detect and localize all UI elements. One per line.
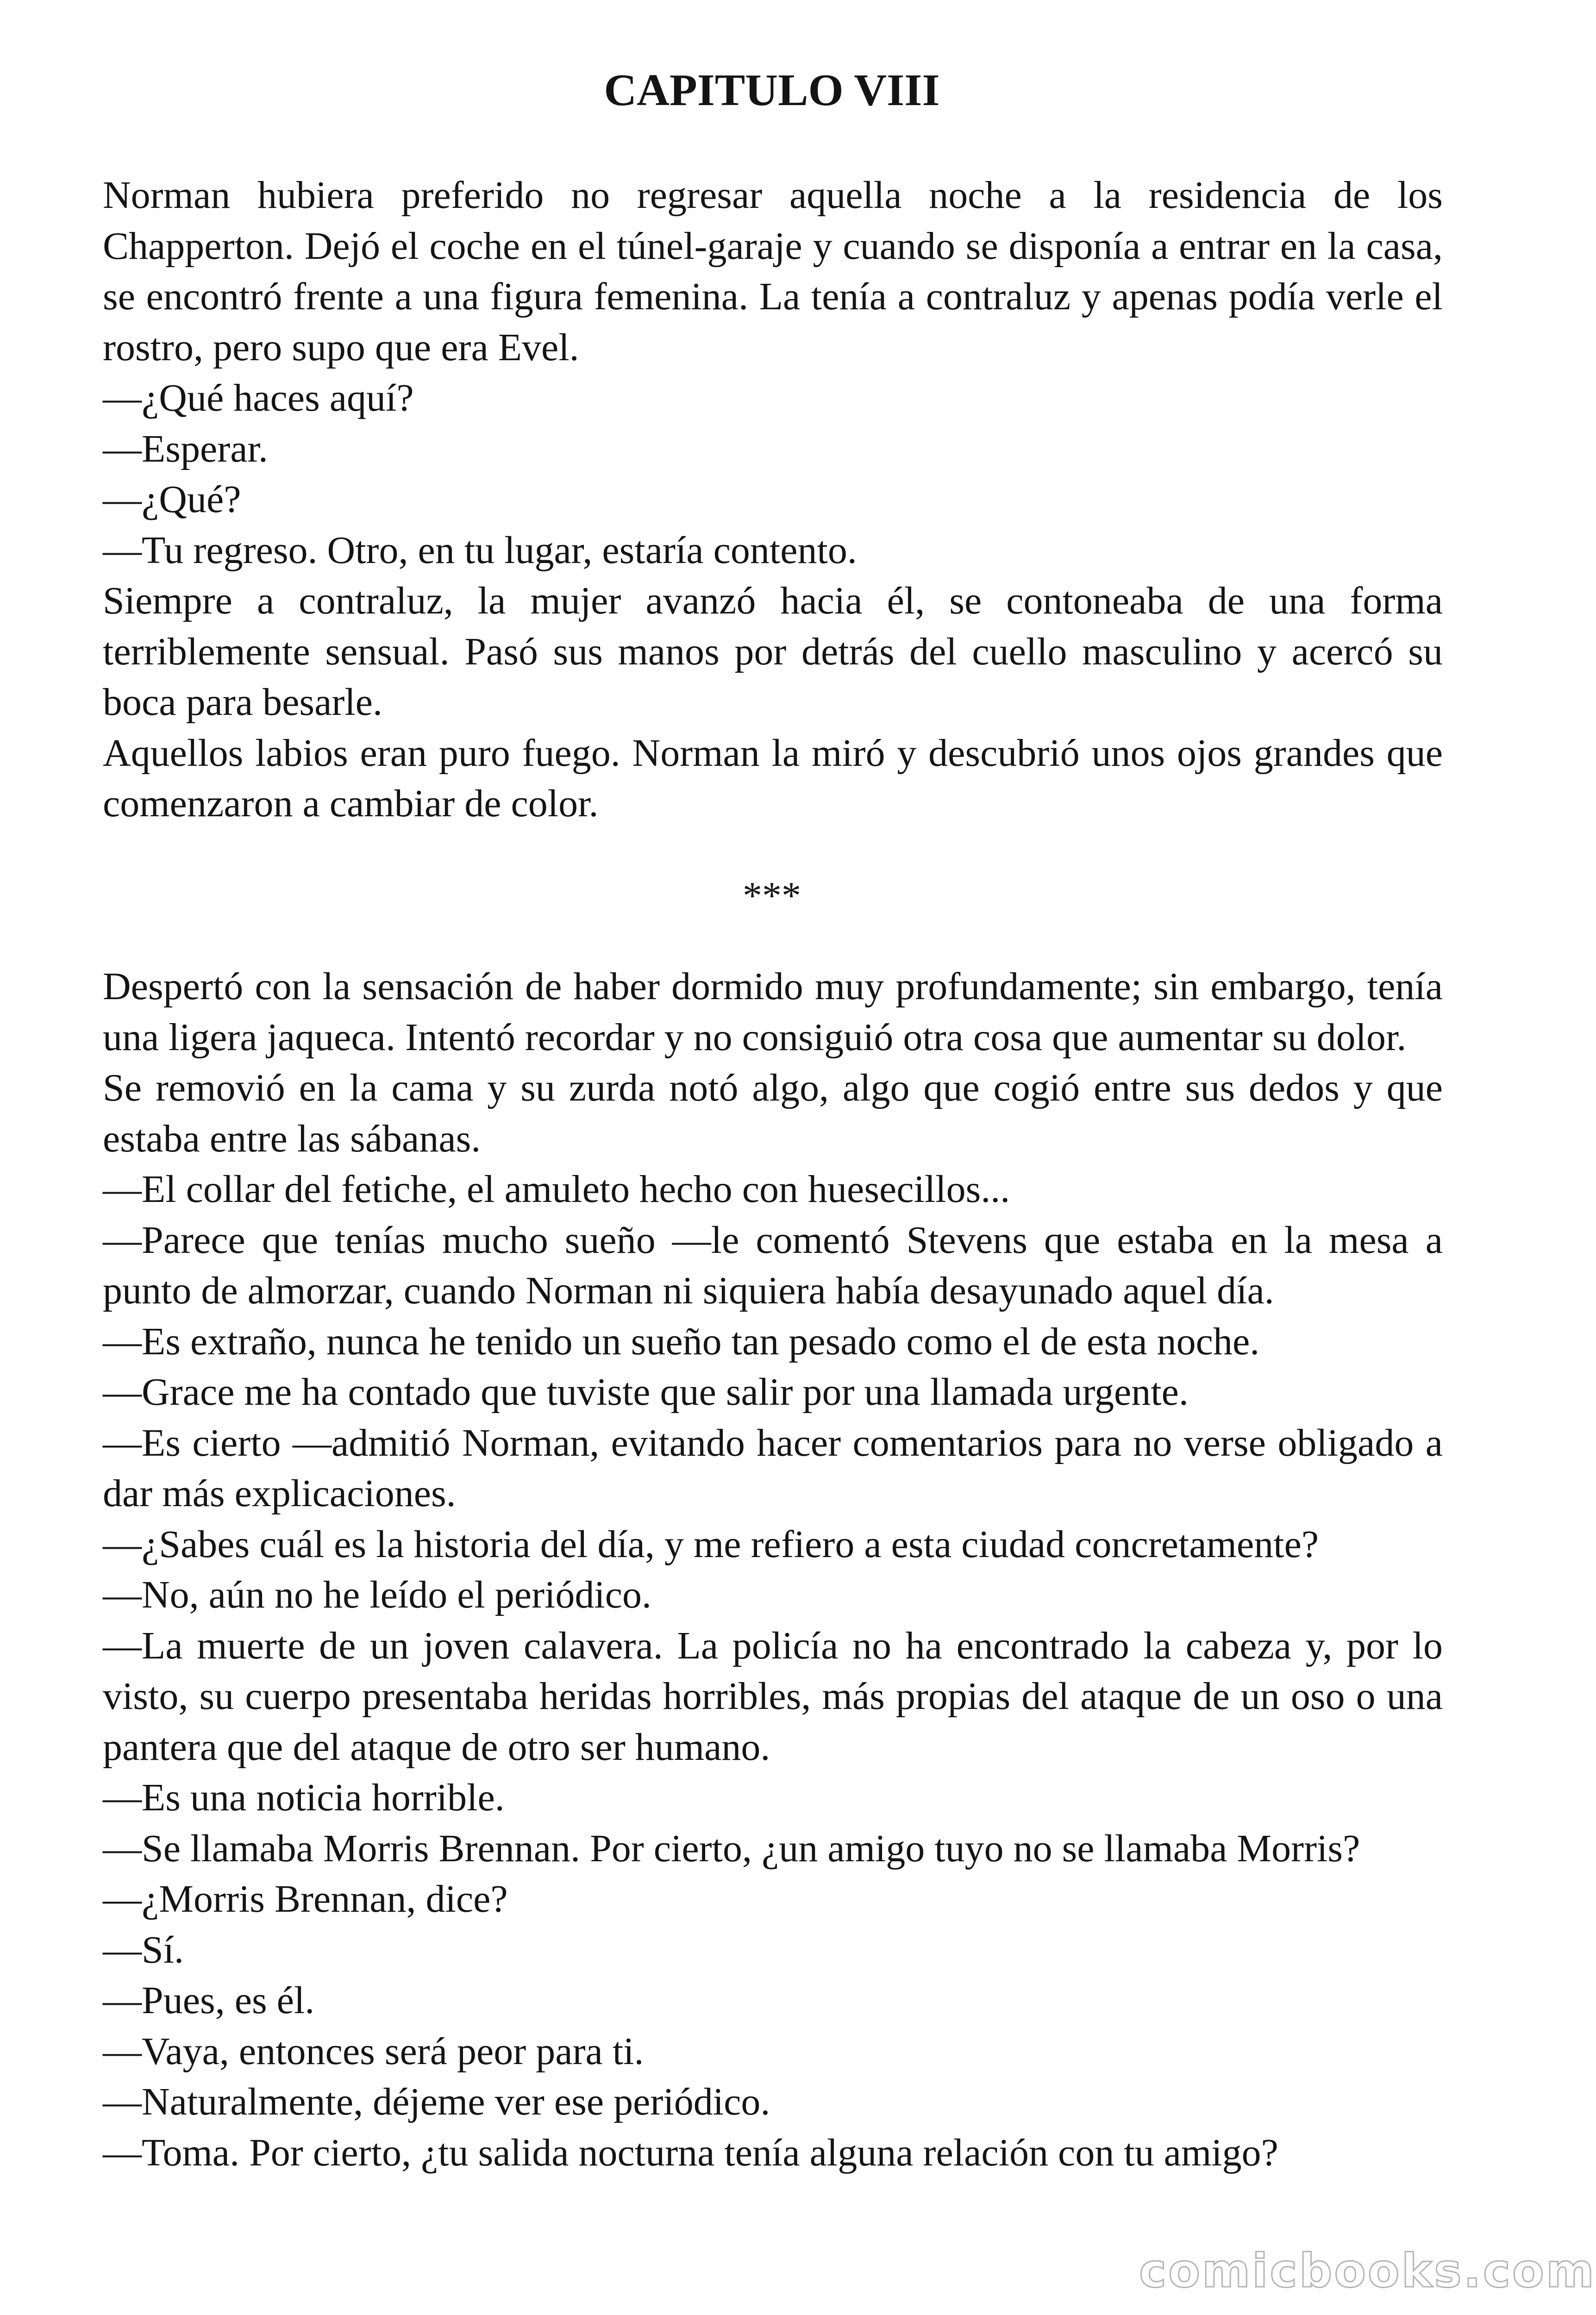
dialogue-line: —Vaya, entonces será peor para ti. bbox=[103, 2029, 644, 2073]
dialogue-line: —Pues, es él. bbox=[103, 1979, 315, 2022]
section-2-text bbox=[103, 961, 1443, 2178]
dialogue-line: —Es una noticia horrible. bbox=[103, 1776, 505, 1819]
dialogue-line: —No, aún no he leído el periódico. bbox=[103, 1573, 652, 1616]
paragraph: Se removió en la cama y su zurda notó algo, algo que cogió entre sus dedos y que estaba entre las sábanas. bbox=[103, 1066, 1443, 1160]
dialogue-line: —Se llamaba Morris Brennan. Por cierto, ¿un amigo tuyo no se llamaba Morris? bbox=[103, 1827, 1360, 1870]
dialogue-line: —El collar del fetiche, el amuleto hecho con huesecillos... bbox=[103, 1168, 1010, 1211]
watermark-logo: comicbooks.com bbox=[1139, 2244, 1596, 2298]
dialogue-line: —La muerte de un joven calavera. La policía no ha encontrado la cabeza y, por lo visto, su cuerpo presentaba heridas horribles, más propias del ataque de un oso o una pantera que del ataque de otro ser humano. bbox=[103, 1624, 1443, 1769]
dialogue-line: —¿Qué? bbox=[103, 478, 241, 521]
dialogue-line: —¿Sabes cuál es la historia del día, y me refiero a esta ciudad concretamente? bbox=[103, 1522, 1319, 1566]
paragraph: Aquellos labios eran puro fuego. Norman la miró y descubrió unos ojos grandes que comenzaron a cambiar de color. bbox=[103, 731, 1443, 825]
dialogue-line: —¿Morris Brennan, dice? bbox=[103, 1877, 508, 1921]
section-1-text bbox=[103, 170, 1443, 829]
dialogue-line: —Naturalmente, déjeme ver ese periódico. bbox=[103, 2080, 770, 2123]
dialogue-line: —Parece que tenías mucho sueño —le comentó Stevens que estaba en la mesa a punto de almorzar, cuando Norman ni siquiera había desayunado aquel día. bbox=[103, 1218, 1443, 1312]
dialogue-line: —Tu regreso. Otro, en tu lugar, estaría contento. bbox=[103, 528, 857, 572]
paragraph: Siempre a contraluz, la mujer avanzó hacia él, se contoneaba de una forma terriblemente sensual. Pasó sus manos por detrás del cuello masculino y acercó su boca para besarle. bbox=[103, 579, 1443, 724]
dialogue-line: —Toma. Por cierto, ¿tu salida nocturna tenía alguna relación con tu amigo? bbox=[103, 2131, 1278, 2174]
dialogue-line: —¿Qué haces aquí? bbox=[103, 376, 414, 419]
dialogue-line: —Grace me ha contado que tuviste que salir por una llamada urgente. bbox=[103, 1370, 1189, 1414]
dialogue-line: —Sí. bbox=[103, 1928, 184, 1971]
paragraph: Despertó con la sensación de haber dormido muy profundamente; sin embargo, tenía una ligera jaqueca. Intentó recordar y no consiguió otra cosa que aumentar su dolor. bbox=[103, 965, 1443, 1059]
paragraph: Norman hubiera preferido no regresar aquella noche a la residencia de los Chapperton. Dejó el coche en el túnel-garaje y cuando se disponía a entrar en la casa, se encontró frente a una figura femenina. La tenía a contraluz y apenas podía verle el rostro, pero supo que era Evel. bbox=[103, 174, 1443, 369]
dialogue-line: —Esperar. bbox=[103, 427, 268, 470]
dialogue-line: —Es extraño, nunca he tenido un sueño tan pesado como el de esta noche. bbox=[103, 1320, 1260, 1363]
section-separator: *** bbox=[743, 874, 801, 917]
dialogue-line: —Es cierto —admitió Norman, evitando hacer comentarios para no verse obligado a dar más explicaciones. bbox=[103, 1421, 1443, 1515]
chapter-title: CAPITULO VIII bbox=[604, 65, 940, 115]
